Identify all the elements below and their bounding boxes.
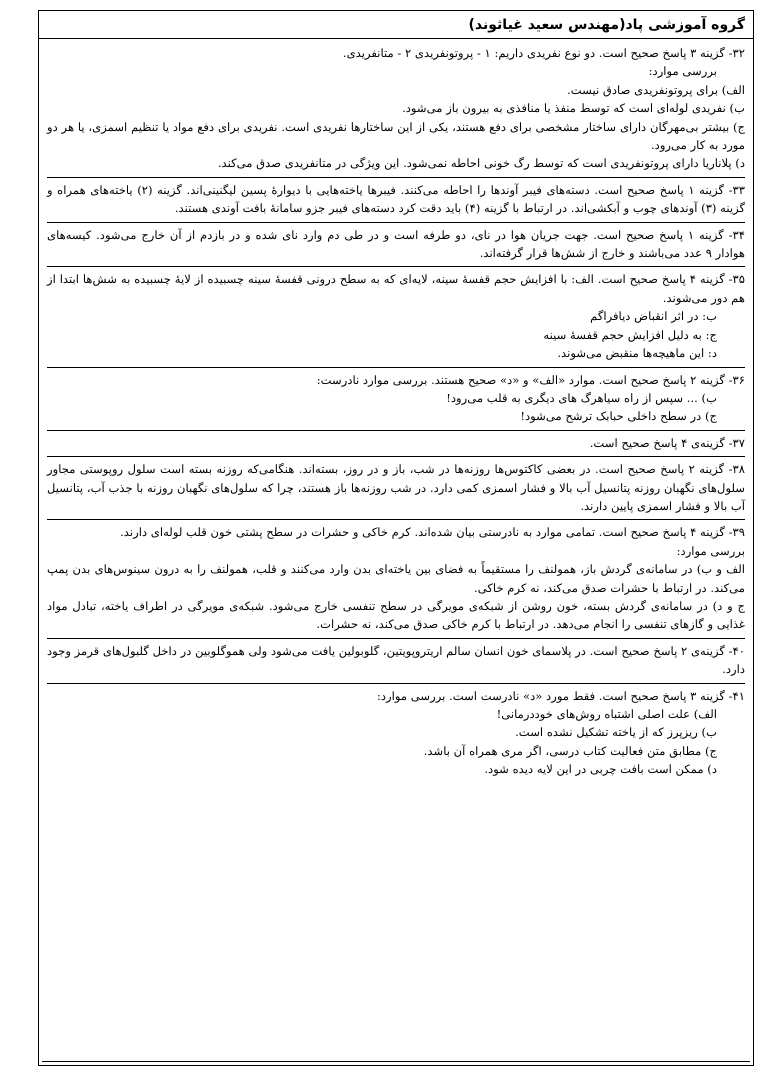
answer-line: د) ممکن است بافت چربی در این لایه دیده شود. [484,762,717,777]
answer-line: ۴۱- گزینه ۳ پاسخ صحیح است. فقط مورد «د» نادرست است. بررسی موارد: [376,688,745,703]
answer-38 [47,457,745,520]
answer-line: ۳۲- گزینه ۳ پاسخ صحیح است. دو نوع نفریدی داریم: ۱ - پروتونفریدی ۲ - متانفریدی. [342,46,745,60]
answer-line: ۳۶- گزینه ۲ پاسخ صحیح است. موارد «الف» و «د» صحیح هستند. بررسی موارد نادرست: [316,372,745,387]
answer-line: ۳۴- گزینه ۱ پاسخ صحیح است. جهت جریان هوا در نای، دو طرفه است و در طی دم وارد نای شده و در بازدم از آن خارج می‌شود. کیسه‌های هوادار ۹ عدد می‌باشند و خارج از شش‌ها قرار گرفته‌اند. [47,227,745,261]
answer-line: ج) مطابق متن فعالیت کتاب درسی، اگر مری همراه آن باشد. [423,743,717,758]
answer-line: ب) ... سپس از راه سیاهرگ های دیگری به قلب می‌رود! [446,390,717,405]
answer-33 [47,178,745,223]
answer-line: ۳۵- گزینه ۴ پاسخ صحیح است. الف: با افزایش حجم قفسهٔ سینه، لایه‌ای که به سطح درونی قفسهٔ سینه چسبیده از لایهٔ چسبیده به شش‌ها ابتدا از هم دور می‌شوند. [47,272,745,305]
answer-line: ب) ریزپرز که از یاخته تشکیل نشده است. [515,725,717,740]
answer-line: ج و د) در سامانه‌ی گردش بسته، خون روشن از شبکه‌ی مویرگی در سطح تنفسی خارج می‌شود. شبکه‌ی مویرگی در اطراف یاخته، تبادل مواد غذایی و گازهای تنفسی را انجام می‌دهد. در ارتباط با کرم خاکی صدق می‌کند، نه حشرات. [47,598,745,632]
answer-list [39,39,753,783]
answer-32 [47,41,745,178]
answer-37 [47,431,745,457]
answer-line: ۴۰- گزینه‌ی ۲ پاسخ صحیح است. در پلاسمای خون انسان سالم اریتروپویتین، گلوبولین یافت می‌شود ولی هموگلوبین در داخل گلبول‌های قرمز وجود دارد. [47,643,745,677]
page-header [39,11,753,39]
answer-line: الف) علت اصلی اشتباه روش‌های خوددرمانی! [496,707,717,721]
answer-36 [47,368,745,431]
answer-34 [47,223,745,268]
answer-line: ۳۸- گزینه ۲ پاسخ صحیح است. در بعضی کاکتوس‌ها روزنه‌ها در شب، باز و در روز، بسته‌اند. هنگامی‌که روزنه بسته است سلول روپوستی مجاور سلول‌های نگهبان روزنه پتانسیل آب بالا و فشار اسمزی کمی دارد. در شب روزنه‌ها باز هستند، چرا که سلول‌های نگهبان روزنه با جذب آب، پتانسیل آب بالا و فشار اسمزی پایین دارند. [47,462,745,513]
answer-line: ب) نفریدی لوله‌ای است که توسط منفذ یا منافذی به بیرون باز می‌شود. [402,101,745,116]
page-frame [38,10,754,1066]
answer-41 [47,684,745,783]
answer-line: د) پلاناریا دارای پروتونفریدی است که توسط رگ خونی احاطه نمی‌شود. این ویژگی در متانفریدی صدق می‌کند. [217,156,745,171]
answer-line: د: این ماهیچه‌ها منقبض می‌شوند. [557,346,717,361]
answer-35 [47,267,745,367]
header-title: گروه آموزشی پاد(مهندس سعید غیاثوند) [468,16,745,33]
answer-line: ب: در اثر انقباض دیافراگم [590,309,717,324]
answer-line: ۳۹- گزینه ۴ پاسخ صحیح است. تمامی موارد به نادرستی بیان شده‌اند. کرم خاکی و حشرات در سطح پشتی خون قلب لوله‌ای دارند. [120,525,745,540]
answer-line: بررسی موارد: [676,543,745,558]
answer-line: الف و ب) در سامانه‌ی گردش باز، همولنف را مستقیماً به فضای بین یاخته‌ای بدن وارد می‌کنند و قلب، همولنف را به درون سینوس‌های بدن پمپ می‌کند. در ارتباط با حشرات صدق می‌کند، نه کرم خاکی. [47,562,745,595]
answer-line: ۳۳- گزینه ۱ پاسخ صحیح است. دسته‌های فیبر آوندها را احاطه می‌کنند. فیبرها یاخته‌هایی با دیوارهٔ پسین لیگنینی‌اند. گزینه (۲) یاخته‌های همراه و گزینه (۳) آوندهای چوب و آبکشی‌اند. در ارتباط با گزینه (۴) باید دقت کرد دسته‌های فیبر جزو سامانهٔ بافت آوندی هستند. [47,182,745,216]
answer-line: ج) در سطح داخلی حبابک ترشح می‌شود! [520,409,717,424]
answer-39 [47,520,745,638]
answer-line: ج) بیشتر بی‌مهرگان دارای ساختار مشخصی برای دفع هستند، یکی از این ساختارها نفریدی است. نفریدی برای دفع مواد یا تنظیم اسمزی، یا هر دو مورد به کار می‌رود. [47,119,745,153]
answer-line: الف) برای پروتونفریدی صادق نیست. [567,82,745,97]
answer-line: بررسی موارد: [648,64,717,79]
answer-line: ج: به دلیل افزایش حجم قفسهٔ سینه [543,327,717,342]
answer-line: ۳۷- گزینه‌ی ۴ پاسخ صحیح است. [589,435,745,450]
answer-40 [47,639,745,684]
